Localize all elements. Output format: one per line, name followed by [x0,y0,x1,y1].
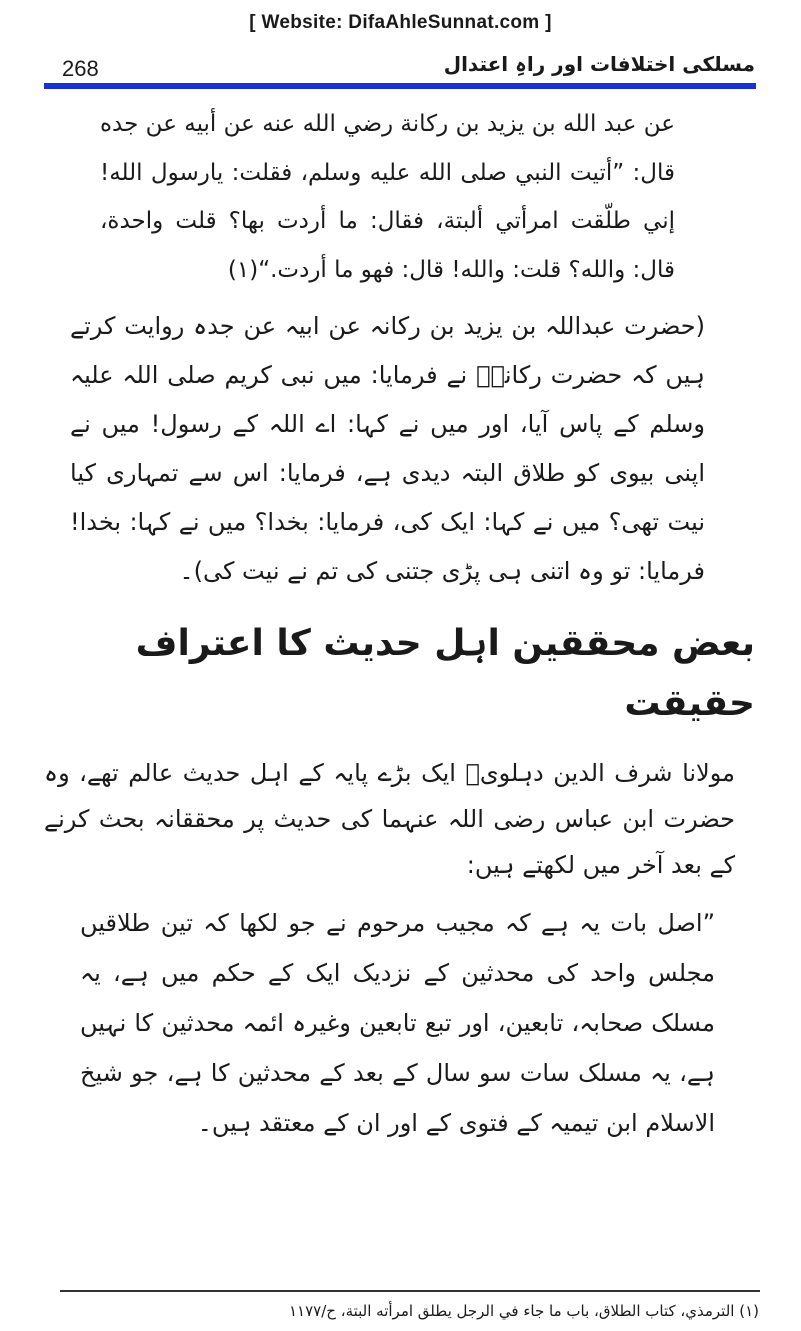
hadith-translation [40,302,765,596]
hadith-translation-text: (حضرت عبداللہ بن یزید بن رکانہ عن ابیہ عن جدہ روایت کرتے ہیں کہ حضرت رکانہؓ نے فرمایا: میں نبی کریم صلی اللہ علیہ وسلم کے پاس آیا، اور میں نے کہا: اے اللہ کے رسول! میں نے اپنی بیوی کو طلاق البتہ دیدی ہے، فرمایا: اس سے تمہاری کیا نیت تھی؟ میں نے کہا: ایک کی، فرمایا: بخدا؟ میں نے کہا: بخدا! فرمایا: تو وہ اتنی ہی پڑی جتنی کی تم نے نیت کی)۔ [70,312,705,585]
running-title: مسلکی اختلافات اور راہِ اعتدال [443,52,755,76]
page-number: 268 [62,56,99,81]
website-banner: [ Website: DifaAhleSunnat.com ] [249,12,552,33]
hadith-arabic [40,100,765,294]
intro-paragraph [40,750,765,888]
section-heading: بعض محققین اہل حدیث کا اعتراف حقیقت [135,623,755,724]
header-rule [44,83,756,89]
block-quote [40,898,765,1148]
page-content [40,100,765,1148]
intro-text: مولانا شرف الدین دہلویؒ ایک بڑے پایہ کے اہل حدیث عالم تھے، وہ حضرت ابن عباس رضی اللہ عنہما کی حدیث پر محققانہ بحث کرنے کے بعد آخر میں لکھتے ہیں: [44,759,735,879]
footnote-rule [60,1290,760,1292]
hadith-arabic-text: عن عبد الله بن يزيد بن ركانة رضي الله عنه عن أبيه عن جده قال: ”أتيت النبي صلى الله عليه وسلم، فقلت: يارسول الله! إني طلّقت امرأتي ألبتة، فقال: ما أردت بها؟ قلت واحدة، قال: والله؟ قلت: والله! قال: فهو ما أردت.“(١) [100,111,675,283]
footnote: (١) الترمذي، كتاب الطلاق، باب ما جاء في الرجل يطلق امرأته البتة، ح/١١٧٧ [288,1302,759,1320]
quote-text: ”اصل بات یہ ہے کہ مجیب مرحوم نے جو لکھا کہ تین طلاقیں مجلس واحد کی محدثین کے نزدیک ایک کے حکم میں ہے، یہ مسلک صحابہ، تابعین، اور تبع تابعین وغیرہ ائمہ محدثین کا نہیں ہے، یہ مسلک سات سو سال کے بعد کے محدثین کا ہے، جو شیخ الاسلام ابن تیمیہ کے فتوی کے اور ان کے معتقد ہیں۔ [80,909,715,1137]
